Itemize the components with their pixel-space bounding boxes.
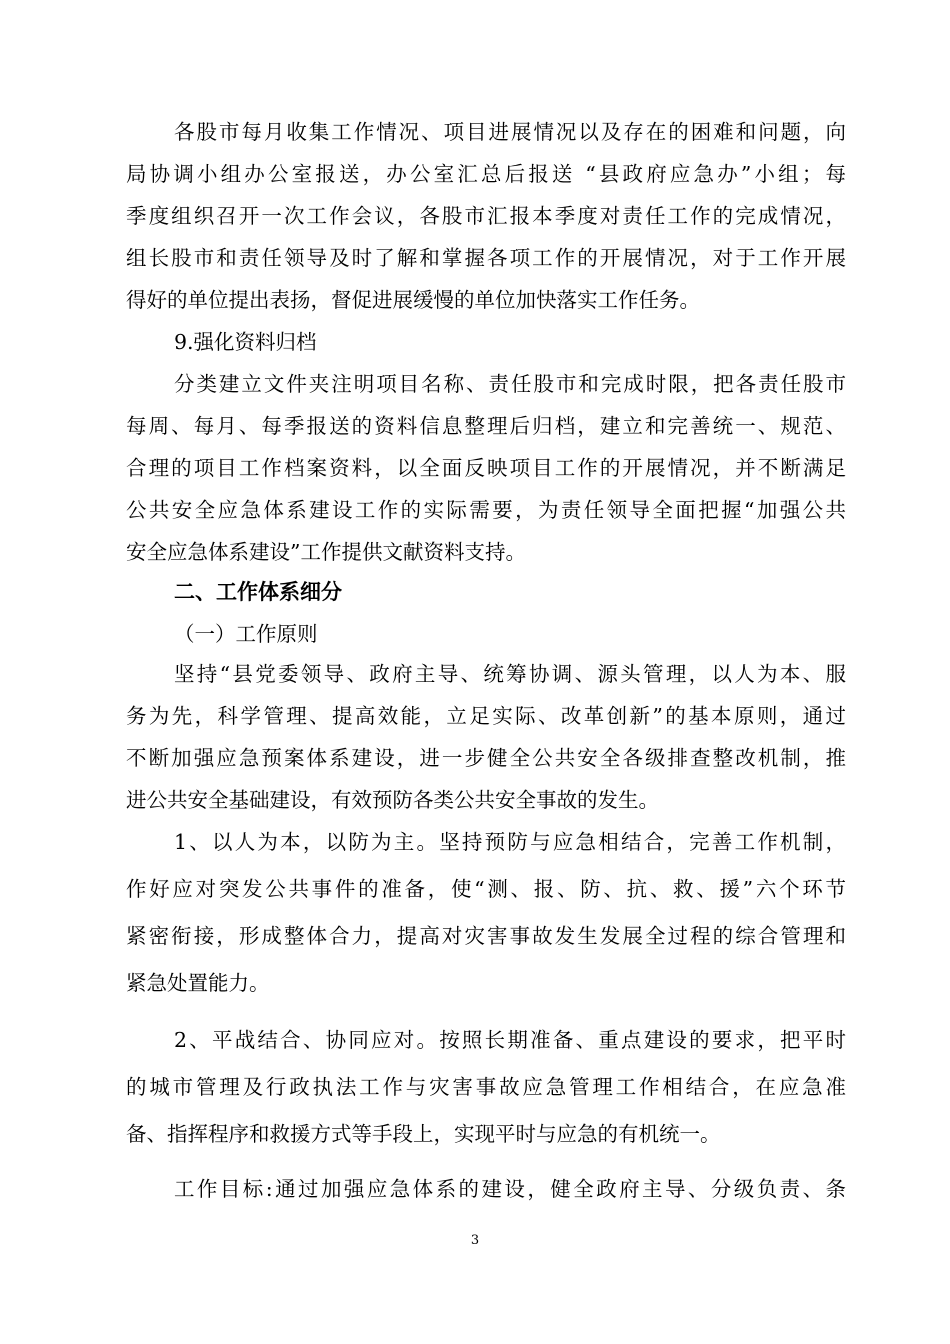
- paragraph-1-line-3: 季度组织召开一次工作会议，各股市汇报本季度对责任工作的完成情况，: [126, 204, 846, 228]
- paragraph-3-line-4: 进公共安全基础建设，有效预防各类公共安全事故的发生。: [126, 788, 659, 812]
- paragraph-2-line-2: 每周、每月、每季报送的资料信息整理后归档，建立和完善统一、规范、: [126, 414, 846, 438]
- paragraph-1-line-5: 得好的单位提出表扬，督促进展缓慢的单位加快落实工作任务。: [126, 288, 700, 312]
- subsection-1-heading: （一）工作原则: [174, 622, 318, 646]
- section-9-heading: 9.强化资料归档: [174, 330, 317, 354]
- paragraph-1-line-2: 局协调小组办公室报送，办公室汇总后报送 “县政府应急办”小组；每: [126, 162, 846, 186]
- item-2-line-3: 备、指挥程序和救援方式等手段上，实现平时与应急的有机统一。: [126, 1122, 721, 1146]
- item-2-line-1: 2、平战结合、协同应对。按照长期准备、重点建设的要求，把平时: [174, 1028, 846, 1052]
- paragraph-2-line-1: 分类建立文件夹注明项目名称、责任股市和完成时限，把各责任股市: [174, 372, 846, 396]
- paragraph-3-line-2: 务为先，科学管理、提高效能，立足实际、改革创新”的基本原则，通过: [126, 704, 846, 728]
- item-1-line-3: 紧密衔接，形成整体合力，提高对灾害事故发生发展全过程的综合管理和: [126, 924, 846, 948]
- item-1-line-2: 作好应对突发公共事件的准备，使“测、报、防、抗、救、援”六个环节: [126, 877, 846, 901]
- paragraph-3-line-3: 不断加强应急预案体系建设，进一步健全公共安全各级排查整改机制，推: [126, 746, 846, 770]
- paragraph-2-line-5: 安全应急体系建设”工作提供文献资料支持。: [126, 540, 526, 564]
- paragraph-2-line-4: 公共安全应急体系建设工作的实际需要，为责任领导全面把握“加强公共: [126, 498, 846, 522]
- item-1-line-4: 紧急处置能力。: [126, 971, 270, 995]
- section-2-heading: 二、工作体系细分: [174, 580, 342, 604]
- paragraph-1-line-1: 各股市每月收集工作情况、项目进展情况以及存在的困难和问题，向: [174, 120, 846, 144]
- paragraph-3-line-1: 坚持“县党委领导、政府主导、统筹协调、源头管理，以人为本、服: [174, 662, 846, 686]
- item-2-line-2: 的城市管理及行政执法工作与灾害事故应急管理工作相结合，在应急准: [126, 1075, 846, 1099]
- page-number: 3: [470, 1233, 480, 1248]
- paragraph-2-line-3: 合理的项目工作档案资料，以全面反映项目工作的开展情况，并不断满足: [126, 456, 846, 480]
- paragraph-1-line-4: 组长股市和责任领导及时了解和掌握各项工作的开展情况，对于工作开展: [126, 246, 846, 270]
- work-goal-line-1: 工作目标:通过加强应急体系的建设，健全政府主导、分级负责、条: [174, 1177, 846, 1201]
- item-1-line-1: 1、以人为本，以防为主。坚持预防与应急相结合，完善工作机制，: [174, 830, 846, 854]
